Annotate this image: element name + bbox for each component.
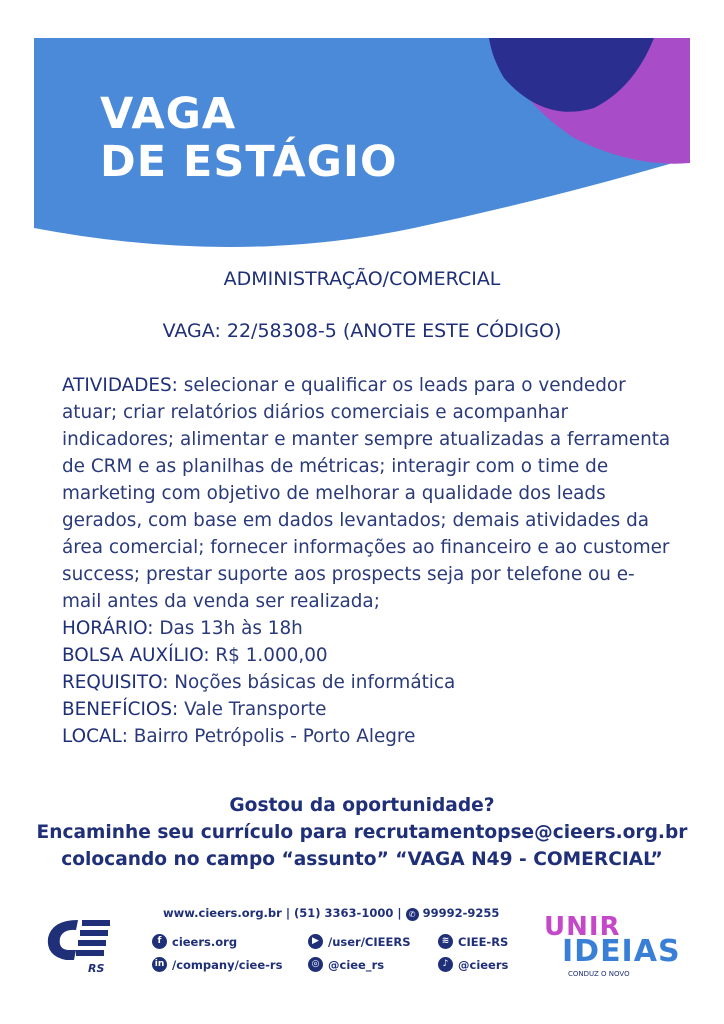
social-linkedin[interactable] — [152, 957, 282, 972]
youtube-icon: ▶ — [308, 934, 323, 949]
social-youtube[interactable] — [308, 934, 410, 949]
header-banner — [34, 38, 690, 266]
benefits-label: BENEFÍCIOS: — [62, 699, 179, 720]
contact-line — [163, 906, 499, 921]
call-to-action — [0, 792, 724, 873]
location-value: Bairro Petrópolis - Porto Alegre — [127, 726, 416, 747]
ideias-text: IDEIAS — [562, 934, 681, 969]
whatsapp-icon: ✆ — [406, 908, 419, 921]
job-area: ADMINISTRAÇÃO/COMERCIAL — [223, 268, 501, 290]
schedule-row — [62, 615, 672, 642]
spotify-icon: ≋ — [438, 934, 453, 949]
activities-block — [62, 372, 672, 615]
whatsapp-number: 99992-9255 — [422, 906, 500, 920]
activities-text: selecionar e qualificar os leads para o vendedor atuar; criar relatórios diários comerciais e acompanhar indicadores; alimentar e manter sempre atualizadas a ferramenta de CRM e as planilhas de métricas; interagir com o time de marketing com objetivo de melhorar a qualidade dos leads gerados, com base em dados levantados; demais atividades da área comercial; fornecer informações ao financeiro e ao customer success; prestar suporte aos prospects seja por telefone ou e-mail antes da venda ser realizada; — [62, 375, 671, 612]
benefits-value: Vale Transporte — [178, 699, 327, 720]
unir-text: UNIR — [544, 912, 621, 942]
stipend-label: BOLSA AUXÍLIO: — [62, 645, 210, 666]
activities-label: ATIVIDADES: — [62, 375, 178, 396]
social-instagram[interactable] — [308, 957, 384, 972]
social-instagram-text: @ciee_rs — [328, 957, 385, 972]
linkedin-icon: in — [152, 957, 167, 972]
tiktok-icon: ♪ — [438, 957, 453, 972]
stipend-row — [62, 642, 672, 669]
logo-rs-text: RS — [88, 962, 105, 974]
title-line-1: VAGA — [100, 89, 237, 139]
title-line-2: DE ESTÁGIO — [100, 137, 398, 187]
requirement-row — [62, 669, 672, 696]
social-linkedin-text: /company/ciee-rs — [172, 957, 283, 972]
cta-line-1: Gostou da oportunidade? — [229, 795, 495, 816]
social-spotify[interactable] — [438, 934, 508, 949]
stipend-value: R$ 1.000,00 — [209, 645, 328, 666]
page-title — [100, 90, 398, 186]
social-spotify-text: CIEE-RS — [458, 934, 509, 949]
job-code: VAGA: 22/58308-5 (ANOTE ESTE CÓDIGO) — [162, 320, 562, 342]
cta-line-2: Encaminhe seu currículo para recrutamentopse@cieers.org.br — [36, 822, 688, 843]
facebook-icon: f — [152, 934, 167, 949]
unir-tagline: CONDUZ O NOVO — [568, 970, 630, 978]
job-details — [62, 372, 672, 750]
requirement-value: Noções básicas de informática — [168, 672, 456, 693]
footer — [0, 900, 724, 990]
location-label: LOCAL: — [62, 726, 128, 747]
benefits-row — [62, 696, 672, 723]
cta-line-3: colocando no campo “assunto” “VAGA N49 - COMERCIAL” — [61, 849, 663, 870]
requirement-label: REQUISITO: — [62, 672, 169, 693]
social-tiktok-text: @cieers — [458, 957, 509, 972]
schedule-label: HORÁRIO: — [62, 618, 154, 639]
social-facebook-text: cieers.org — [172, 934, 238, 949]
social-tiktok[interactable] — [438, 957, 508, 972]
social-facebook[interactable] — [152, 934, 237, 949]
contact-info: www.cieers.org.br | (51) 3363-1000 | — [163, 906, 402, 920]
schedule-value: Das 13h às 18h — [153, 618, 303, 639]
location-row — [62, 723, 672, 750]
social-youtube-text: /user/CIEERS — [328, 934, 411, 949]
unir-ideias-logo — [540, 912, 690, 982]
instagram-icon: ◎ — [308, 957, 323, 972]
ciee-logo — [44, 916, 116, 974]
